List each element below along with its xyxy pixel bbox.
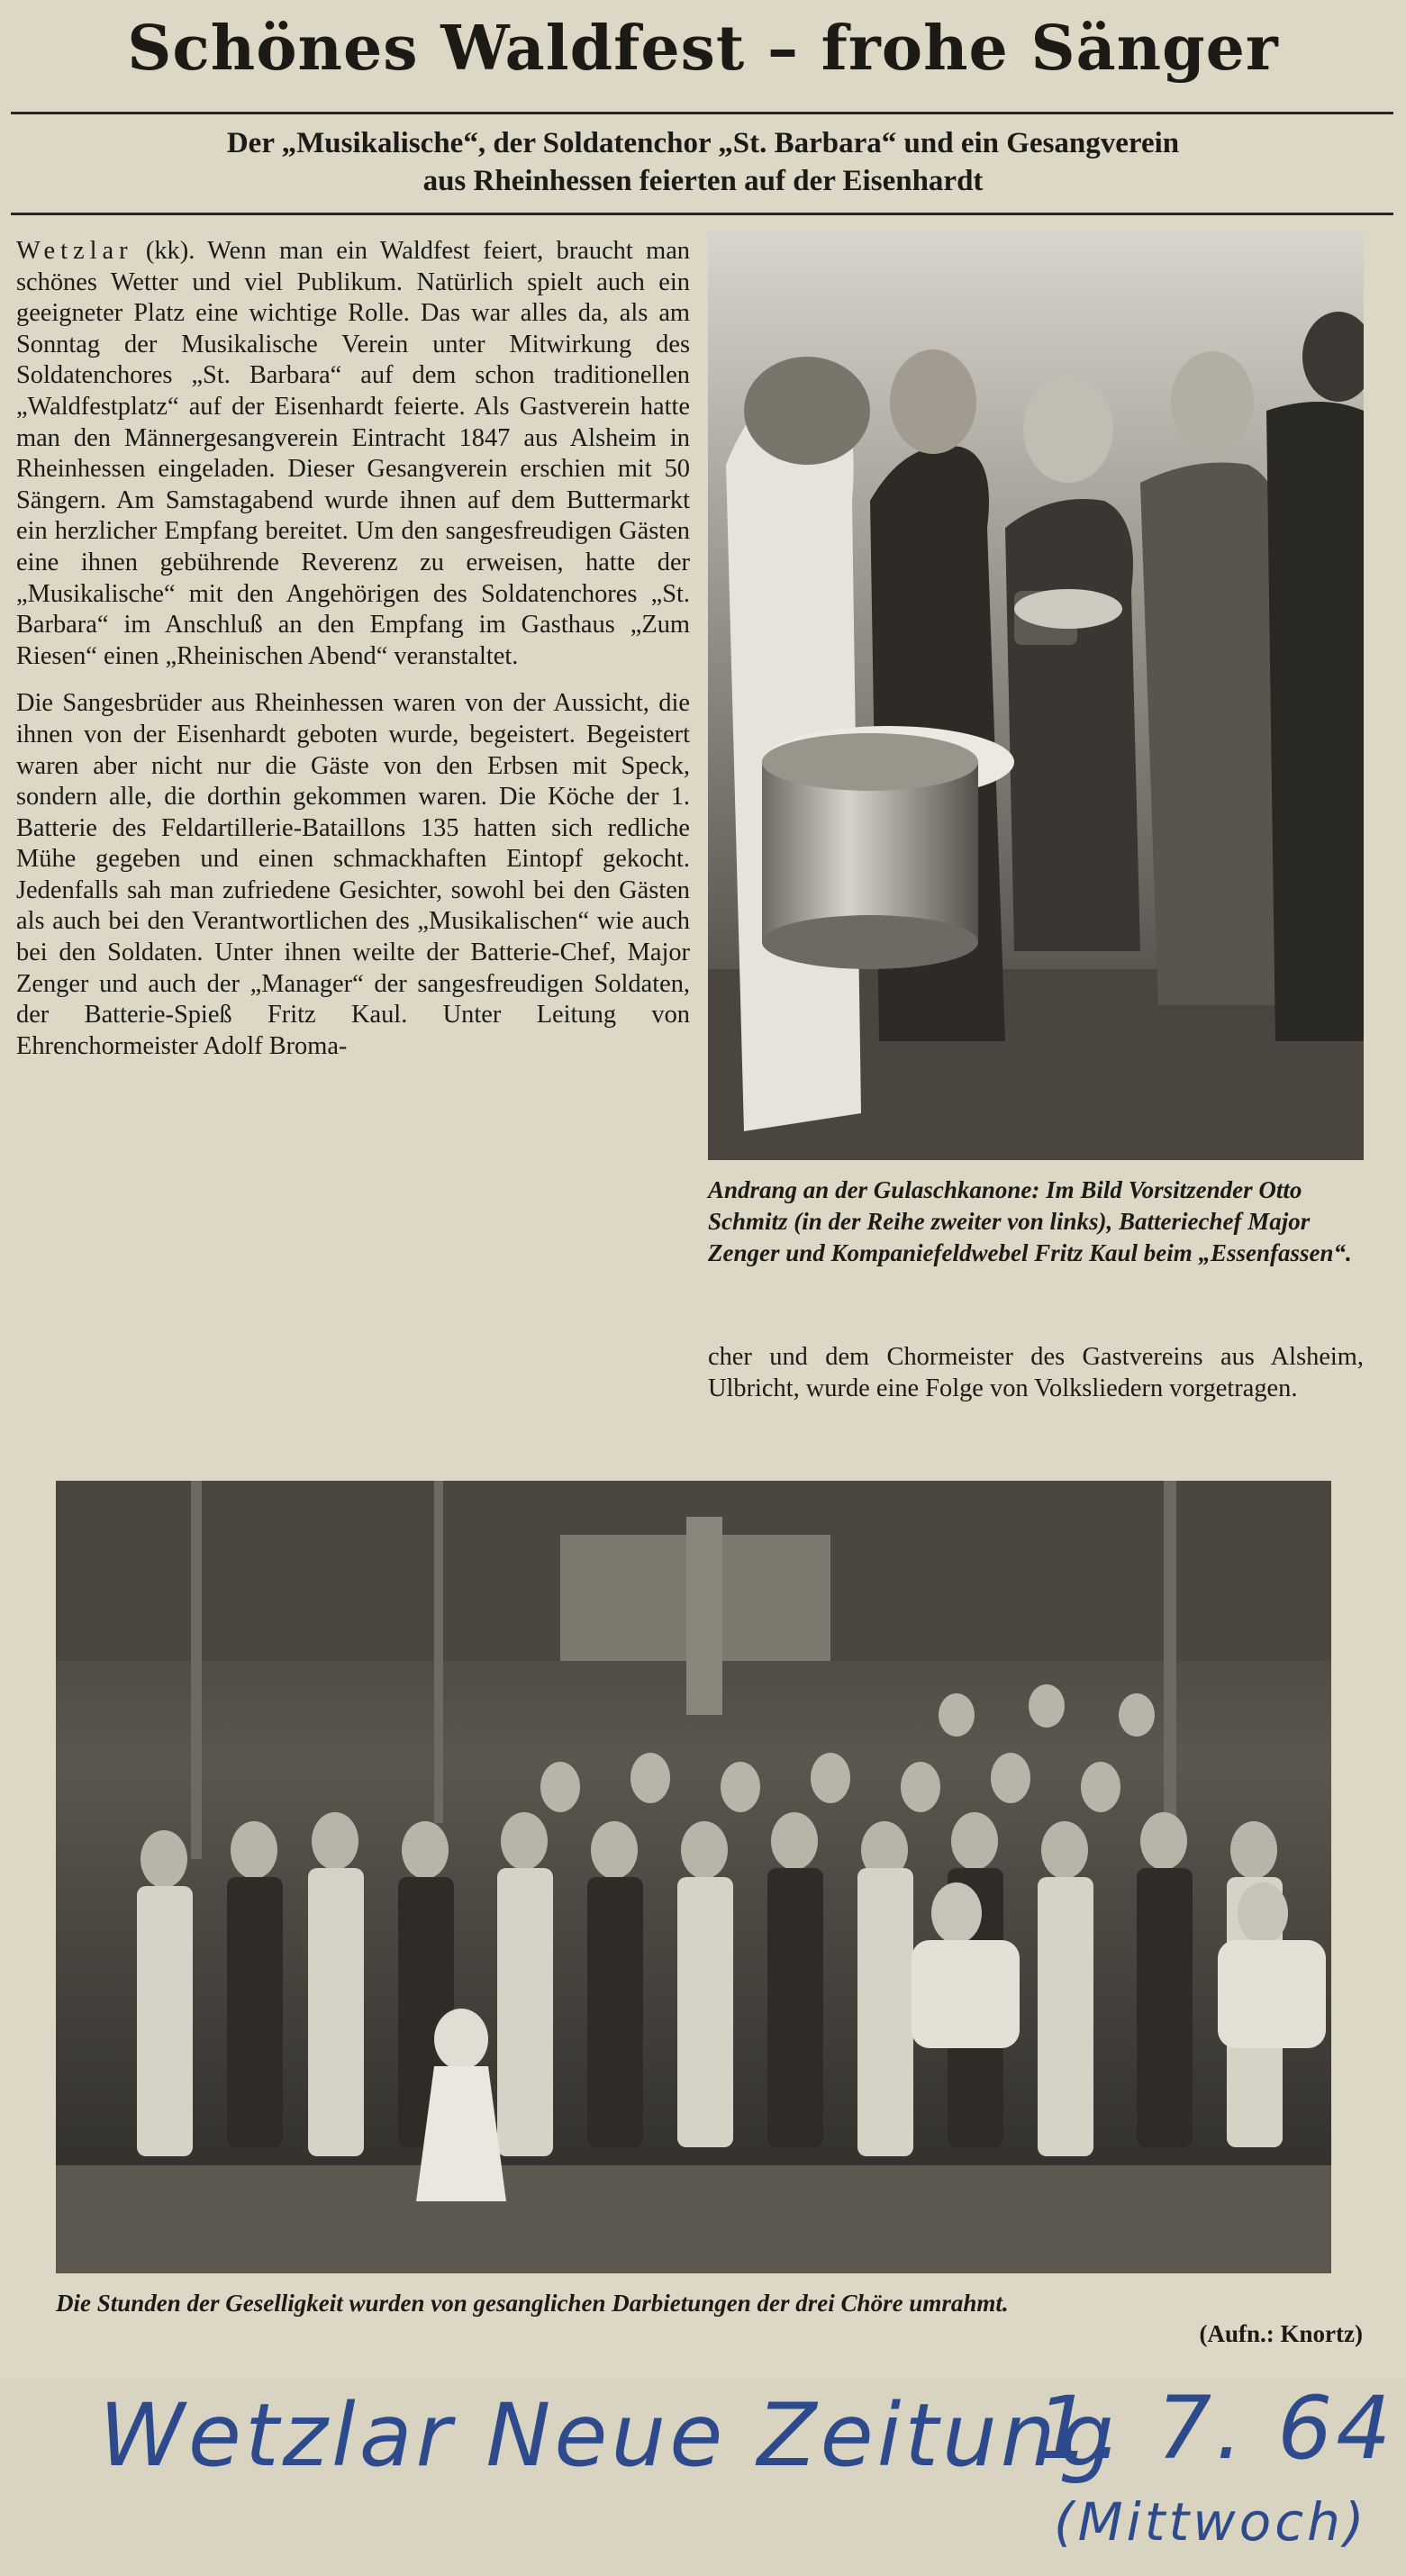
paragraph-3: cher und dem Chormeister des Gastvereins aus Alsheim, Ulbricht, wurde eine Folge von Volksliedern vorgetragen.: [708, 1343, 1364, 1402]
handwritten-weekday: (Mittwoch): [1054, 2491, 1368, 2553]
article-column-right: [708, 1342, 1364, 1404]
subheadline-line-2: aus Rheinhessen feierten auf der Eisenhardt: [422, 165, 984, 197]
headline: Schönes Waldfest – frohe Sänger: [127, 13, 1279, 85]
handwritten-date: 1. 7. 64: [1036, 2378, 1395, 2479]
paragraph-2: Die Sangesbrüder aus Rheinhessen waren von der Aussicht, die ihnen von der Eisenhardt geboten wurde, begeistert. Begeistert waren aber nicht nur die Gäste von den Erbsen mit Speck, sondern alle, die dorthin gekommen waren. Die Köche der 1. Batterie des Feldartillerie-Bataillons 135 hatten sich redliche Mühe gegeben und einen schmackhaften Eintopf gekocht. Jedenfalls sah man zufriedene Gesichter, sowohl bei den Gästen als auch bei den Verantwortlichen des „Musikalischen“ wie auch bei den Soldaten. Unter ihnen weilte der Batterie-Chef, Major Zenger und auch der „Manager“ der sangesfreudigen Soldaten, der Batterie-Spieß Fritz Kaul. Unter Leitung von Ehrenchormeister Adolf Broma-: [16, 689, 690, 1060]
photo-choir-group-image: [56, 1481, 1331, 2273]
photo-choir-group: [56, 1481, 1331, 2273]
photo-caption-2: Die Stunden der Geselligkeit wurden von gesanglichen Darbietungen der drei Chöre umrahmt.: [56, 2290, 1009, 2317]
photo-goulash-cannon: [708, 231, 1364, 1160]
paragraph-1: Wetzlar (kk). Wenn man ein Waldfest feiert, braucht man schönes Wetter und viel Publikum. Natürlich spielt auch ein geeigneter Platz eine wichtige Rolle. Das war alles da, als am Sonntag der Musikalische Verein unter Mitwirkung des Soldatenchores „St. Barbara“ auf dem schon traditionellen „Waldfestplatz“ auf der Eisenhardt feierte. Als Gastverein hatte man den Männergesangverein Eintracht 1847 aus Alsheim in Rheinhessen eingeladen. Dieser Gesangverein erschien mit 50 Sängern. Am Samstagabend wurde ihnen auf dem Buttermarkt ein herzlicher Empfang bereitet. Um den sangesfreudigen Gästen eine ihnen gebührende Reverenz zu erweisen, hatte der „Musikalische“ mit den Angehörigen des Soldatenchores „St. Barbara“ im Anschluß an den Empfang im Gasthaus „Zum Riesen“ einen „Rheinischen Abend“ veranstaltet.: [16, 237, 690, 670]
article-column-left: [16, 236, 690, 1062]
header-rule: [11, 213, 1393, 215]
photo-goulash-cannon-image: [708, 231, 1364, 1160]
subheadline: [0, 124, 1406, 200]
top-rule: [11, 112, 1393, 114]
handwritten-source: Wetzlar Neue Zeitung: [99, 2385, 1118, 2486]
dateline: Wetzlar: [16, 237, 133, 265]
photo-credit: (Aufn.: Knortz): [1199, 2320, 1363, 2347]
photo-caption-1: Andrang an der Gulaschkanone: Im Bild Vorsitzender Otto Schmitz (in der Reihe zweiter von links), Batteriechef Major Zenger und Kompaniefeldwebel Fritz Kaul beim „Essenfassen“.: [708, 1176, 1352, 1266]
subheadline-line-1: Der „Musikalische“, der Soldatenchor „St. Barbara“ und ein Gesangverein: [226, 127, 1180, 159]
